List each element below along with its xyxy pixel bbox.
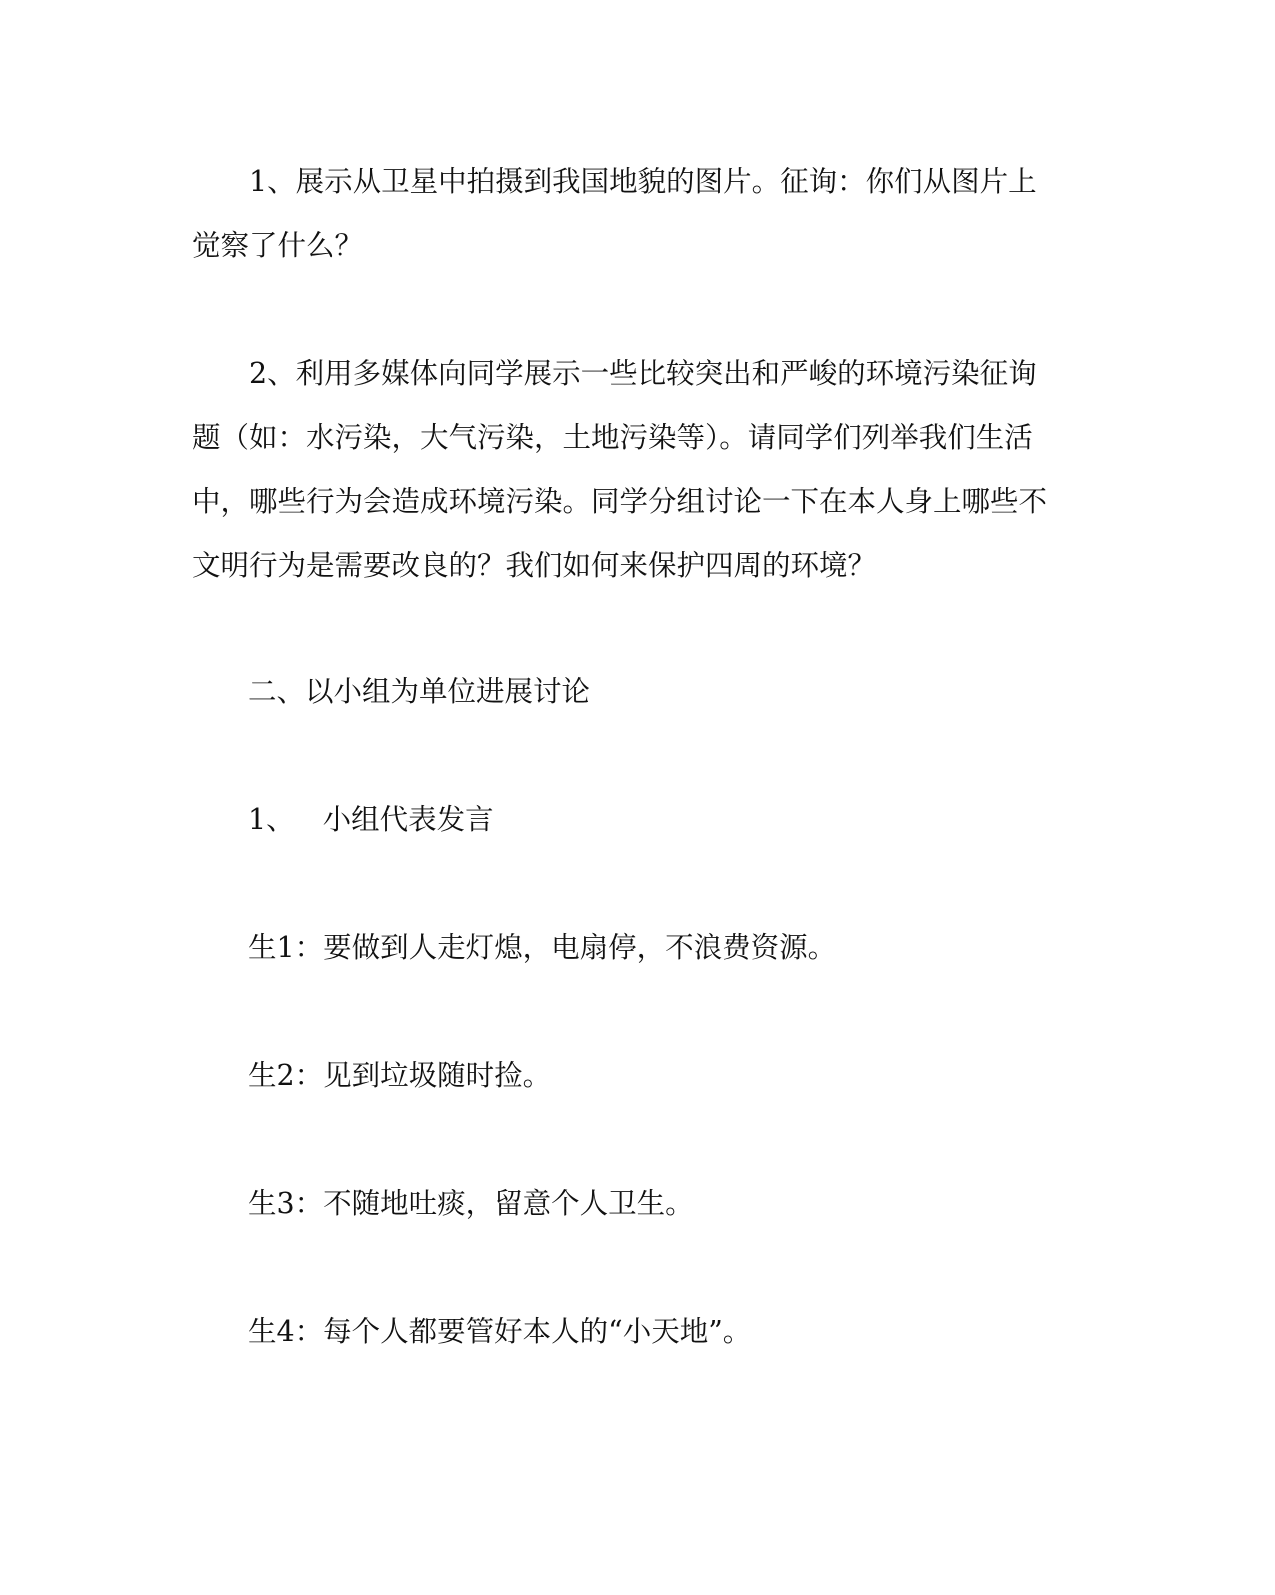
student-1-statement: 生1：要做到人走灯熄，电扇停，不浪费资源。 [248,931,837,964]
paragraph-1: 1、展示从卫星中拍摄到我国地貌的图片。征询：你们从图片上觉察了什么？ [192,165,1037,262]
sub-heading-text: 小组代表发言 [322,803,494,836]
sub-heading [248,788,494,852]
sub-heading-number: 1、 [248,803,295,836]
student-4-statement: 生4：每个人都要管好本人的“小天地”。 [248,1315,752,1348]
student-2-statement: 生2：见到垃圾随时捡。 [248,1059,552,1092]
paragraph-2: 2、利用多媒体向同学展示一些比较突出和严峻的环境污染征询题（如：水污染，大气污染，土地污染等）。请同学们列举我们生活中，哪些行为会造成环境污染。同学分组讨论一下在本人身上哪些不文明行为是需要改良的？我们如何来保护四周的环境？ [192,357,1048,582]
section-heading: 二、以小组为单位进展讨论 [248,675,591,708]
student-3-statement: 生3：不随地吐痰，留意个人卫生。 [248,1187,694,1220]
